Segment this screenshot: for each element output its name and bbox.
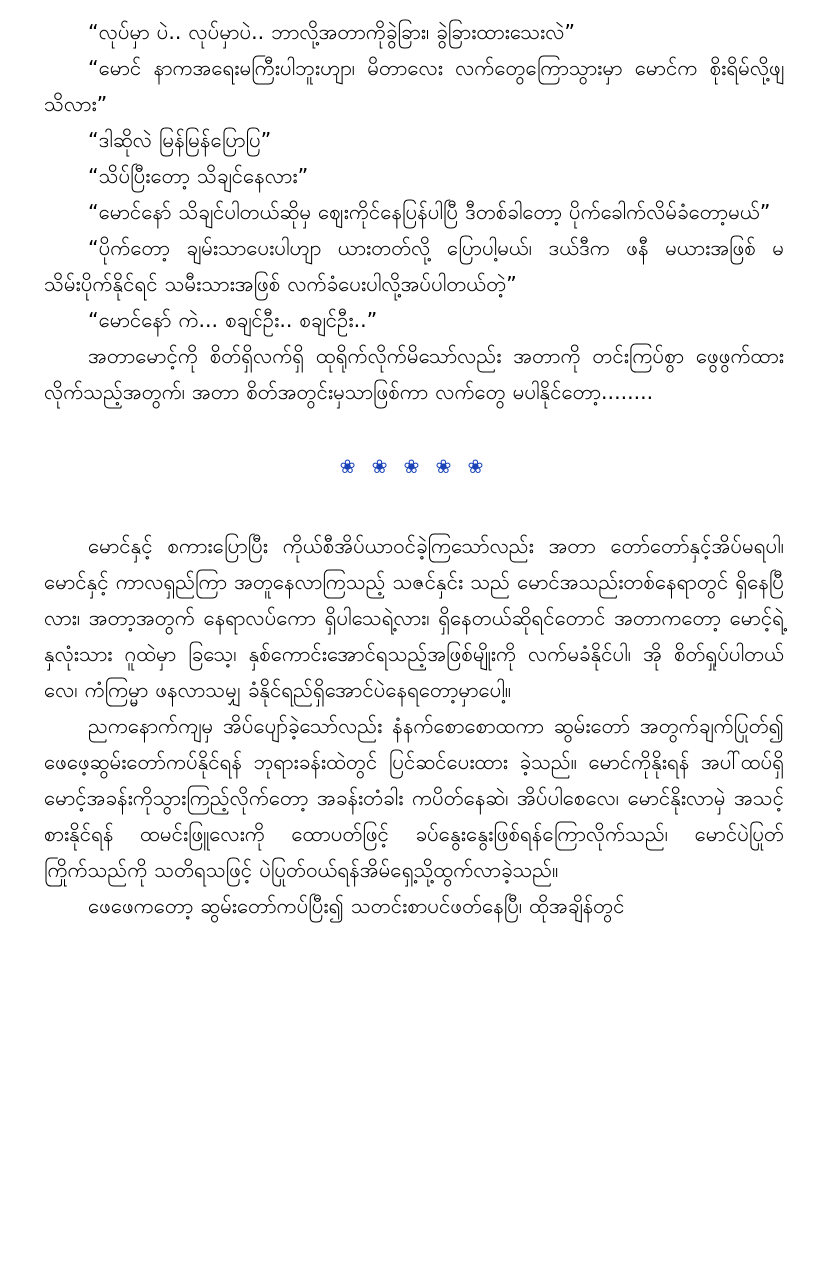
- paragraph: “လုပ်မှာ ပဲ.. လုပ်မှာပဲ.. ဘာလို့အတာကိုခွဲခြား၊ ခွဲခြားထားသေးလဲ”: [88, 20, 576, 44]
- paragraph: “မောင်နော် သိချင်ပါတယ်ဆိုမှ ဈေးကိုင်နေပြန်ပါပြီ ဒီတစ်ခါတော့ ပိုက်ခေါက်လိမ်ခံတော့မယ်”: [88, 200, 771, 224]
- paragraph: ဖေဖေကတော့ ဆွမ်းတော်ကပ်ပြီး၍ သတင်းစာပင်ဖတ်နေပြီ၊ ထိုအချိန်တွင်: [88, 894, 625, 918]
- section-one: [44, 14, 784, 410]
- section-divider-ornament: ❀ ❀ ❀ ❀ ❀: [339, 456, 489, 478]
- paragraph: “ပိုက်တော့ ချမ်းသာပေးပါဟျာ ယားတတ်လို့ ပြောပါ့မယ်၊ ဒယ်ဒီက ဖနီ မယားအဖြစ် မသိမ်းပိုက်နိုင်ရင် သမီးသားအဖြစ် လက်ခံပေးပါလို့အပ်ပါတယ်တဲ့”: [44, 236, 784, 296]
- paragraph: “သိပ်ပြီးတော့ သိချင်နေလား”: [88, 164, 309, 188]
- paragraph: ညကနောက်ကျမှ အိပ်ပျော်ခဲ့သော်လည်း နံနက်စောစောထကာ ဆွမ်းတော် အတွက်ချက်ပြုတ်၍ ဖေဖေ့ဆွမ်းတော်ကပ်နိုင်ရန် ဘုရားခန်းထဲတွင် ပြင်ဆင်ပေးထား ခဲ့သည်။ မောင်ကိုနိုးရန် အပါ်ထပ်ရှိ မောင့်အခန်းကိုသွားကြည့်လိုက်တော့ အခန်းတံခါး ကပိတ်နေဆဲ၊ အိပ်ပါစေလေ၊ မောင်နိုးလာမှဲ အသင့်စားနိုင်ရန် ထမင်းဖြူလေးကို ထောပတ်ဖြင့် ခပ်နွေးနွေးဖြစ်ရန်ကြောလိုက်သည်၊ မောင်ပဲပြုတ် ကြိုက်သည်ကို သတိရသဖြင့် ပဲပြုတ်ဝယ်ရန်အိမ်ရှေ့သို့ထွက်လာခဲ့သည်။: [44, 714, 784, 882]
- paragraph: မောင်နှင့် စကားပြောပြီး ကိုယ်စီအိပ်ယာဝင်ခဲ့ကြသော်လည်း အတာ တော်တော်နှင့်အိပ်မရပါ၊ မောင်နှင့် ကာလရှည်ကြာ အတူနေလာကြသည့် သဇင်နှင်း သည် မောင်အသည်းတစ်နေရာတွင် ရှိနေပြီလား၊ အတာ့အတွက် နေရာလပ်ကော ရှိပါသေရဲ့လား၊ ရှိနေတယ်ဆိုရင်တောင် အတာကတော့ မောင့်ရဲ့နှလုံးသား ဂူထဲမှာ ခြသေ့၊ နှစ်ကောင်းအောင်ရသည့်အဖြစ်မျိုးကို လက်မခံနိုင်ပါ၊ အို စိတ်ရှုပ်ပါတယ်လေ၊ ကံကြမ္မာ ဖနလာသမျှ ခံနိုင်ရည်ရှိအောင်ပဲနေရတော့မှာပေါ့။: [44, 534, 784, 702]
- paragraph: အတာမောင့်ကို စိတ်ရှိလက်ရှိ ထုရိုက်လိုက်မိသော်လည်း အတာကို တင်းကြပ်စွာ ဖွေဖွက်ထားလိုက်သည့်အတွက်၊ အတာ စိတ်အတွင်းမှသာဖြစ်ကာ လက်တွေ မပါနိုင်တော့........: [44, 344, 784, 404]
- section-two: [44, 528, 784, 924]
- paragraph: “ဒါဆိုလဲ မြန်မြန်ပြောပြ”: [88, 128, 272, 152]
- paragraph: “မောင်နော် ကဲ... စချင်ဦး.. စချင်ဦး..”: [88, 308, 378, 332]
- paragraph: “မောင် နာကအရေးမကြီးပါဘူးဟျာ၊ မိတာလေး လက်တွေကြောသွားမှာ မောင်က စိုးရိမ်လို့ဖျ သိလား”: [44, 56, 784, 116]
